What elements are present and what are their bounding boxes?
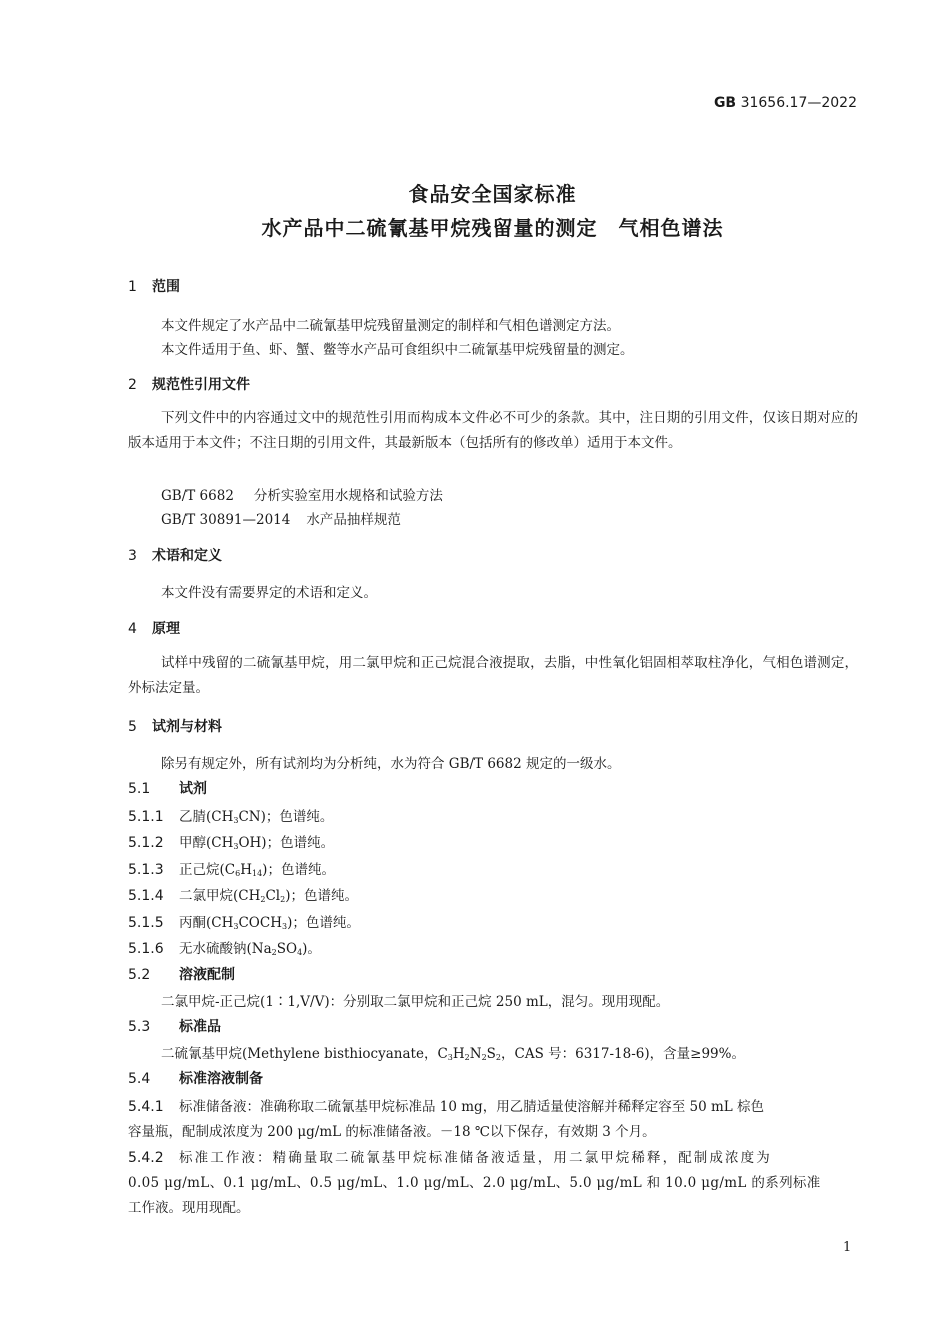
subsection-5-2-heading: 5.2 溶液配制: [128, 967, 235, 983]
document-title: 食品安全国家标准: [408, 182, 577, 206]
reagent-item: 5.1.2 甲醇$(CH_3OH)$；色谱纯。: [128, 835, 335, 851]
section-1-para-2: 本文件适用于鱼、虾、蟹、鳖等水产品可食组织中二硫氰基甲烷残留量的测定。: [161, 342, 634, 358]
reference-2-code: GB/T 30891—2014: [161, 512, 291, 528]
subsection-5-3-heading: 5.3 标准品: [128, 1019, 221, 1035]
section-2-para-1: 下列文件中的内容通过文中的规范性引用而构成本文件必不可少的条款。其中，注日期的引用文件，仅该日期对应的版本适用于本文件；不注日期的引用文件，其最新版本（包括所有的修改单）适用于本文件。: [128, 410, 858, 451]
reagent-item: 5.1.5 丙酮$(CH_3COCH_3)$；色谱纯。: [128, 915, 360, 931]
document-subtitle: 水产品中二硫氰基甲烷残留量的测定 气相色谱法: [261, 216, 724, 240]
section-4-para-1: 试样中残留的二硫氰基甲烷，用二氯甲烷和正己烷混合液提取，去脂，中性氧化铝固相萃取柱净化，气相色谱测定，外标法定量。: [128, 655, 858, 696]
reference-2: [161, 508, 401, 528]
reference-1-title: 分析实验室用水规格和试验方法: [253, 488, 443, 504]
standard-prefix: GB: [713, 95, 737, 111]
reference-1: [161, 484, 443, 504]
section-2-heading: 2 规范性引用文件: [128, 377, 250, 393]
clause-5-4-2-line-2: 0.05 μg/mL、0.1 μg/mL、0.5 μg/mL、1.0 μg/mL、2.0 μg/mL、5.0 μg/mL 和 10.0 μg/mL 的系列标准: [128, 1175, 821, 1191]
clause-5-4-2: 5.4.2 标准工作液：精确量取二硫氰基甲烷标准储备液适量，用二氯甲烷稀释，配制成浓度为: [128, 1150, 772, 1166]
subsection-5-1-heading: 5.1 试剂: [128, 781, 207, 797]
reagent-item: 5.1.6 无水硫酸钠$(Na_2SO_4)$。: [128, 941, 321, 957]
page-number: 1: [843, 1240, 852, 1255]
standard-number: 31656.17—2022: [740, 95, 857, 111]
clause-5-4-1: 5.4.1 标准储备液：准确称取二硫氰基甲烷标准品 10 mg，用乙腈适量使溶解并稀释定容至 50 mL 棕色: [128, 1099, 765, 1115]
subsection-5-4-heading: 5.4 标准溶液制备: [128, 1071, 263, 1087]
section-4-heading: 4 原理: [128, 621, 180, 637]
subsection-5-2-text: 二氯甲烷-正己烷(1∶1,V/V)：分别取二氯甲烷和正己烷 250 mL，混匀。现用现配。: [161, 994, 670, 1010]
reference-2-title: 水产品抽样规范: [306, 512, 401, 528]
clause-5-4-2-line-3: 工作液。现用现配。: [128, 1200, 250, 1216]
reagent-item: 5.1.3 正己烷$(C_6H_{14})$；色谱纯。: [128, 862, 335, 878]
section-1-heading: 1 范围: [128, 279, 180, 295]
clause-5-4-1-line-2: 容量瓶，配制成浓度为 200 μg/mL 的标准储备液。－18 ℃以下保存，有效期 3 个月。: [128, 1124, 656, 1140]
section-3-para-1: 本文件没有需要界定的术语和定义。: [161, 585, 377, 601]
reagent-item: 5.1.1 乙腈$(CH_3CN)$；色谱纯。: [128, 809, 334, 825]
reagent-item: 5.1.4 二氯甲烷$(CH_2Cl_2)$；色谱纯。: [128, 888, 358, 904]
section-5-para-1: 除另有规定外，所有试剂均为分析纯，水为符合 GB/T 6682 规定的一级水。: [161, 756, 621, 772]
section-3-heading: 3 术语和定义: [128, 548, 222, 564]
standard-code: [714, 95, 857, 111]
reference-1-code: GB/T 6682: [161, 488, 234, 504]
section-5-heading: 5 试剂与材料: [128, 719, 222, 735]
subsection-5-3-text: 二硫氰基甲烷(Methylene bisthiocyanate，$C_3H_2N_2S_2$，CAS 号：6317-18-6)，含量≥99%。: [161, 1046, 745, 1062]
section-1-para-1: 本文件规定了水产品中二硫氰基甲烷残留量测定的制样和气相色谱测定方法。: [161, 318, 620, 334]
